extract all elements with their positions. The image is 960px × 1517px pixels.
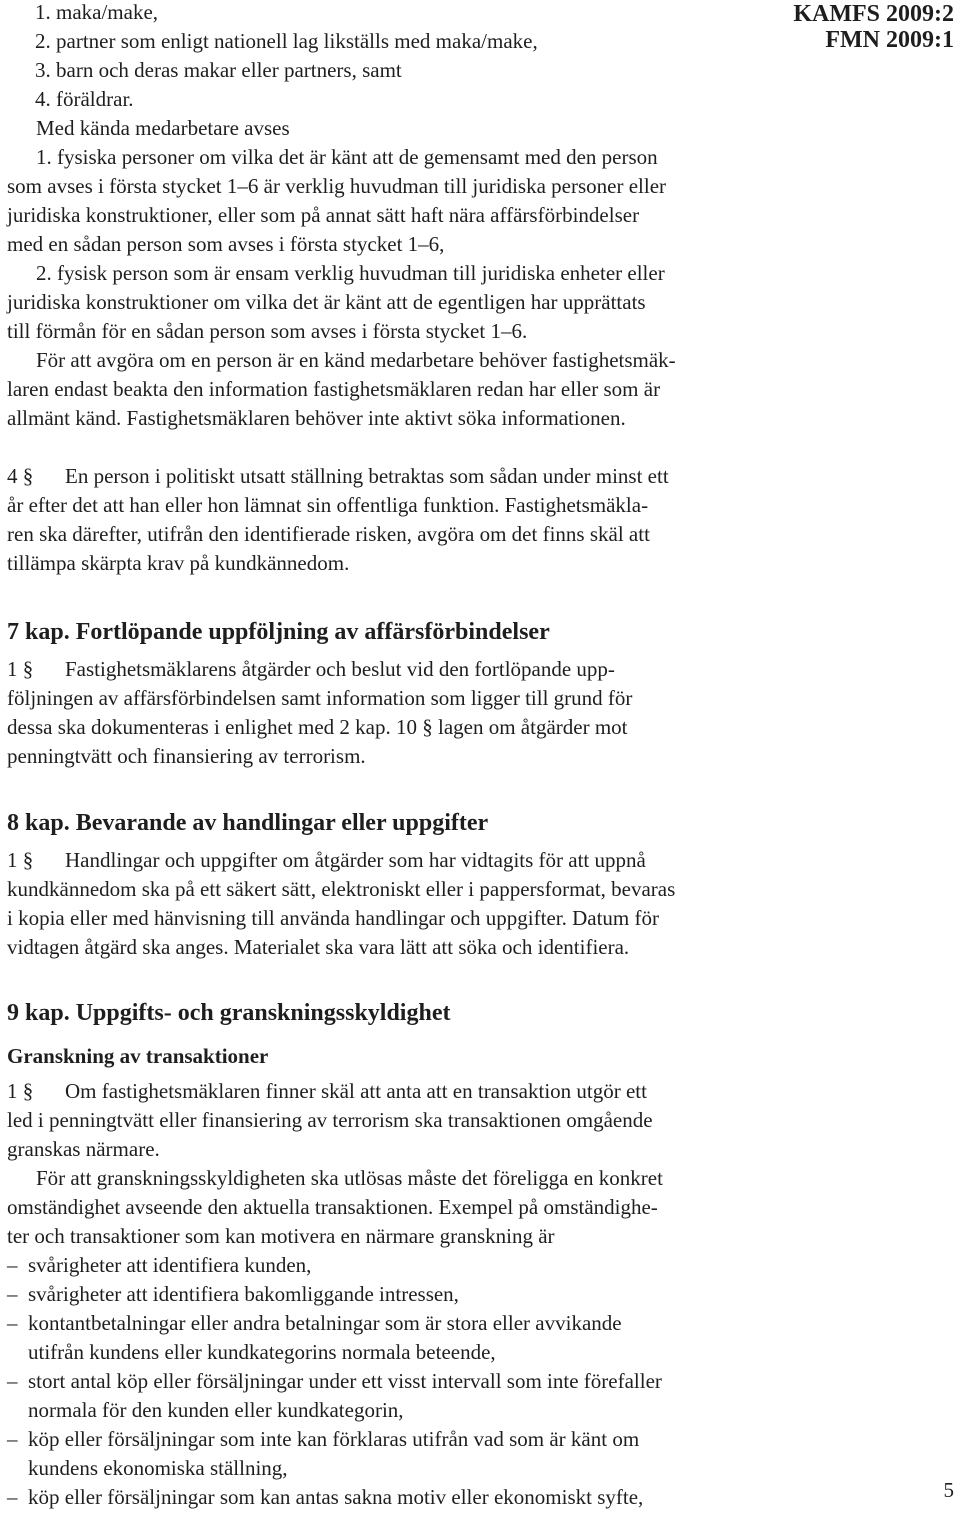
paragraph-line: led i penningtvätt eller finansiering av terrorism ska transaktionen omgående (7, 1108, 653, 1132)
dash-list-continuation: kundens ekonomiska ställning, (28, 1456, 288, 1480)
chapter-heading: 9 kap. Uppgifts- och granskningsskyldighet (7, 1000, 451, 1026)
paragraph-line: 4 § En person i politiskt utsatt ställning betraktas som sådan under minst ett (7, 462, 669, 491)
dash-marker: – (7, 1485, 18, 1509)
dash-marker: – (7, 1427, 18, 1451)
paragraph-line: För att granskningsskyldigheten ska utlösas måste det föreligga en konkret (36, 1166, 663, 1190)
dash-marker: – (7, 1282, 18, 1306)
dash-marker: – (7, 1369, 18, 1393)
chapter-heading: 7 kap. Fortlöpande uppföljning av affärsförbindelser (7, 619, 550, 645)
paragraph-line: följningen av affärsförbindelsen samt information som ligger till grund för (7, 686, 633, 710)
section-number: 4 § (7, 464, 34, 488)
section-number: 1 § (7, 657, 34, 681)
paragraph-line: juridiska konstruktioner, eller som på annat sätt haft nära affärsförbindelser (7, 203, 640, 227)
dash-marker: – (7, 1311, 18, 1335)
paragraph-line: kundkännedom ska på ett säkert sätt, elektroniskt eller i pappersformat, bevaras (7, 877, 676, 901)
paragraph-line: ren ska därefter, utifrån den identifierade risken, avgöra om det finns skäl att (7, 522, 650, 546)
paragraph-line: omständighet avseende den aktuella transaktionen. Exempel på omständighe- (7, 1195, 658, 1219)
paragraph-line: laren endast beakta den information fastighetsmäklaren redan har eller som är (7, 377, 661, 401)
paragraph-line: med en sådan person som avses i första stycket 1–6, (7, 232, 445, 256)
list-item: 2. partner som enligt nationell lag likställs med maka/make, (35, 29, 538, 53)
section-number: 1 § (7, 848, 34, 872)
paragraph-line: penningtvätt och finansiering av terrorism. (7, 744, 366, 768)
dash-marker: – (7, 1253, 18, 1277)
paragraph-line: dessa ska dokumenteras i enlighet med 2 kap. 10 § lagen om åtgärder mot (7, 715, 628, 739)
list-item: 3. barn och deras makar eller partners, samt (35, 58, 402, 82)
paragraph-line: 1 § Handlingar och uppgifter om åtgärder som har vidtagits för att uppnå (7, 846, 646, 875)
section-number: 1 § (7, 1079, 34, 1103)
paragraph-line: till förmån för en sådan person som avses i första stycket 1–6. (7, 319, 528, 343)
dash-list-continuation: normala för den kunden eller kundkategorin, (28, 1398, 404, 1422)
paragraph-line: Med kända medarbetare avses (36, 116, 290, 140)
dash-list-continuation: utifrån kundens eller kundkategorins normala beteende, (28, 1340, 496, 1364)
paragraph-line: ter och transaktioner som kan motivera en närmare granskning är (7, 1224, 555, 1248)
paragraph-line: som avses i första stycket 1–6 är verklig huvudman till juridiska personer eller (7, 174, 667, 198)
header-line-1: KAMFS 2009:2 (793, 1, 954, 27)
list-item: 4. föräldrar. (35, 87, 134, 111)
page-number: 5 (943, 1478, 954, 1502)
paragraph-line: juridiska konstruktioner om vilka det är känt att de egentligen har upprättats (7, 290, 646, 314)
list-item: 1. maka/make, (35, 0, 159, 24)
paragraph-line: granskas närmare. (7, 1137, 160, 1161)
paragraph-line: i kopia eller med hänvisning till använda handlingar och uppgifter. Datum för (7, 906, 659, 930)
paragraph-line: För att avgöra om en person är en känd medarbetare behöver fastighetsmäk- (36, 348, 676, 372)
chapter-heading: 8 kap. Bevarande av handlingar eller uppgifter (7, 810, 489, 836)
paragraph-line: allmänt känd. Fastighetsmäklaren behöver inte aktivt söka informationen. (7, 406, 626, 430)
paragraph-line: vidtagen åtgärd ska anges. Materialet ska vara lätt att söka och identifiera. (7, 935, 630, 959)
paragraph-line: tillämpa skärpta krav på kundkännedom. (7, 551, 350, 575)
paragraph-line: 1. fysiska personer om vilka det är känt att de gemensamt med den person (36, 145, 658, 169)
paragraph-line: 1 § Fastighetsmäklarens åtgärder och beslut vid den fortlöpande upp- (7, 655, 615, 684)
subheading: Granskning av transaktioner (7, 1044, 269, 1068)
header-line-2: FMN 2009:1 (825, 27, 954, 53)
paragraph-line: år efter det att han eller hon lämnat sin offentliga funktion. Fastighetsmäkla- (7, 493, 649, 517)
paragraph-line: 2. fysisk person som är ensam verklig huvudman till juridiska enheter eller (36, 261, 665, 285)
paragraph-line: 1 § Om fastighetsmäklaren finner skäl att anta att en transaktion utgör ett (7, 1077, 647, 1106)
document-page: KAMFS 2009:2 FMN 2009:1 1. maka/make, 2. partner som enligt nationell lag likställs med maka/make, 3. barn och deras makar eller partners, samt 4. föräldrar. Med kända medarbetare avses 1. fysiska personer om vilka det är känt att de gemensamt med den person som avses i första stycket 1–6 är verklig huvudman till juridiska personer eller juridiska konstruktioner, eller som på annat sätt haft nära affärsförbindelser med en sådan person som avses i första stycket 1–6, 2. fysisk person som är ensam verklig huvudman till juridiska enheter eller juridiska konstruktioner om vilka det är känt att de egentligen har upprättats till förmån för en sådan person som avses i första stycket 1–6. För att avgöra om en person är en känd medarbetare behöver fastighetsmäk- laren endast beakta den information fastighetsmäklaren redan har eller som är allmänt känd. Fastighetsmäklaren behöver inte aktivt söka informationen. 4 § En person i politiskt utsatt ställning betraktas som sådan under minst ett år efter det att han eller hon lämnat sin offentliga funktion. Fastighetsmäkla- ren ska därefter, utifrån den identifierade risken, avgöra om det finns skäl att tillämpa skärpta krav på kundkännedom. 7 kap. Fortlöpande uppföljning av affärsförbindelser 1 § Fastighetsmäklarens åtgärder och beslut vid den fortlöpande upp- följningen av affärsförbindelsen samt information som ligger till grund för dessa ska dokumenteras i enlighet med 2 kap. 10 § lagen om åtgärder mot penningtvätt och finansiering av terrorism. 8 kap. Bevarande av handlingar eller uppgifter 1 § Handlingar och uppgifter om åtgärder som har vidtagits för att uppnå kundkännedom ska på ett säkert sätt, elektroniskt eller i pappersformat, bevaras i kopia eller med hänvisning till använda handlingar och uppgifter. Datum för vidtagen åtgärd ska anges. Materialet ska vara lätt att söka och identifiera. 9 kap. Uppgifts- och granskningsskyldighet Granskning av transaktioner 1 § Om fastighetsmäklaren finner skäl att anta att en transaktion utgör ett led i penningtvätt eller finansiering av terrorism ska transaktionen omgående granskas närmare. För att granskningsskyldigheten ska utlösas måste det föreligga en konkret omständighet avseende den aktuella transaktionen. Exempel på omständighe- ter och transaktioner som kan motivera en närmare granskning är – svårigheter att identifiera kunden, – svårigheter att identifiera bakomliggande intressen, – kontantbetalningar eller andra betalningar som är stora eller avvikande utifrån kundens eller kundkategorins normala beteende, – stort antal köp eller försäljningar under ett visst intervall som inte förefaller normala för den kunden eller kundkategorin, – köp eller försäljningar som inte kan förklaras utifrån vad som är känt om kundens ekonomiska ställning, – köp eller försäljningar som kan antas sakna motiv eller ekonomiskt syfte, 5 (0, 0, 960, 1517)
